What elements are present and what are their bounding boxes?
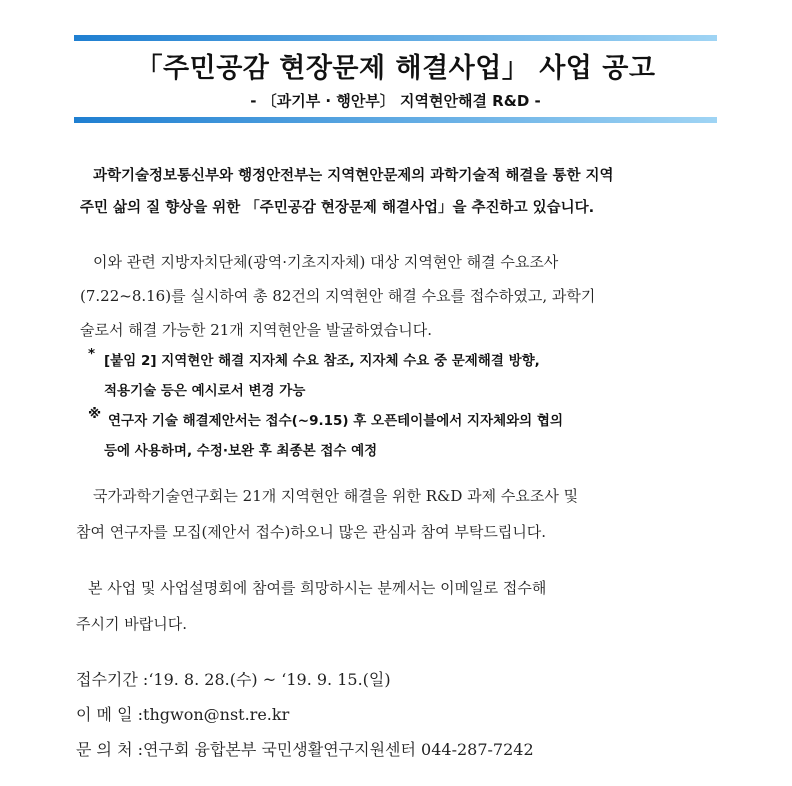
period-row — [76, 662, 726, 697]
asterisk-mark: * — [88, 346, 96, 362]
page-subtitle: - 〔과기부 · 행안부〕 지역현안해결 R&D - — [250, 92, 541, 110]
email-value[interactable]: thgwon@nst.re.kr — [143, 705, 290, 724]
contact-label: 문 의 처 : — [76, 740, 144, 759]
submission-line-2: 주시기 바랍니다. — [76, 615, 187, 633]
contact-row — [76, 732, 726, 767]
intro-line-2: 주민 삶의 질 향상을 위한 「주민공감 현장문제 해결사업」을 추진하고 있습니다. — [80, 200, 595, 216]
recruitment-line-1: 국가과학기술연구회는 21개 지역현안 해결을 위한 R&D 과제 수요조사 및 — [93, 487, 579, 505]
period-value: ‘19. 8. 28.(수) ~ ‘19. 9. 15.(일) — [148, 670, 391, 689]
submission-paragraph — [76, 570, 726, 642]
intro-line-1: 과학기술정보통신부와 행정안전부는 지역현안문제의 과학기술적 해결을 통한 지역 — [93, 168, 614, 184]
survey-line-1: 이와 관련 지방자치단체(광역·기초지자체) 대상 지역현안 해결 수요조사 — [93, 253, 559, 271]
recruitment-paragraph — [76, 478, 726, 550]
period-label: 접수기간 : — [76, 670, 149, 689]
note-line: 등에 사용하며, 수정·보완 후 최종본 접수 예정 — [104, 443, 378, 459]
note-line: [붙임 2] 지역현안 해결 지자체 수요 참조, 지자체 수요 중 문제해결 방향, — [104, 353, 540, 369]
header-bottom-bar — [74, 117, 717, 123]
page-title: 「주민공감 현장문제 해결사업」 사업 공고 — [135, 53, 656, 84]
notes-block — [88, 346, 728, 466]
email-label: 이 메 일 : — [76, 705, 144, 724]
survey-line-2: (7.22~8.16)를 실시하여 총 82건의 지역현안 해결 수요를 접수하였고, 과학기 — [80, 287, 596, 305]
intro-paragraph — [80, 160, 720, 224]
contact-value: 연구회 융합본부 국민생활연구지원센터 044-287-7242 — [143, 740, 534, 759]
contact-info — [76, 662, 726, 767]
survey-paragraph — [80, 245, 720, 347]
recruitment-line-2: 참여 연구자를 모집(제안서 접수)하오니 많은 관심과 참여 부탁드립니다. — [76, 523, 547, 541]
note-item — [88, 346, 728, 406]
header-top-bar — [74, 35, 717, 41]
note-line: 연구자 기술 해결제안서는 접수(~9.15) 후 오픈테이블에서 지자체와의 협의 — [108, 413, 564, 429]
submission-line-1: 본 사업 및 사업설명회에 참여를 희망하시는 분께서는 이메일로 접수해 — [88, 579, 547, 597]
note-line: 적용기술 등은 예시로서 변경 가능 — [104, 383, 306, 399]
survey-line-3: 술로서 해결 가능한 21개 지역현안을 발굴하였습니다. — [80, 321, 432, 339]
note-item — [88, 406, 728, 466]
reference-mark: ※ — [88, 406, 102, 422]
email-row — [76, 697, 726, 732]
